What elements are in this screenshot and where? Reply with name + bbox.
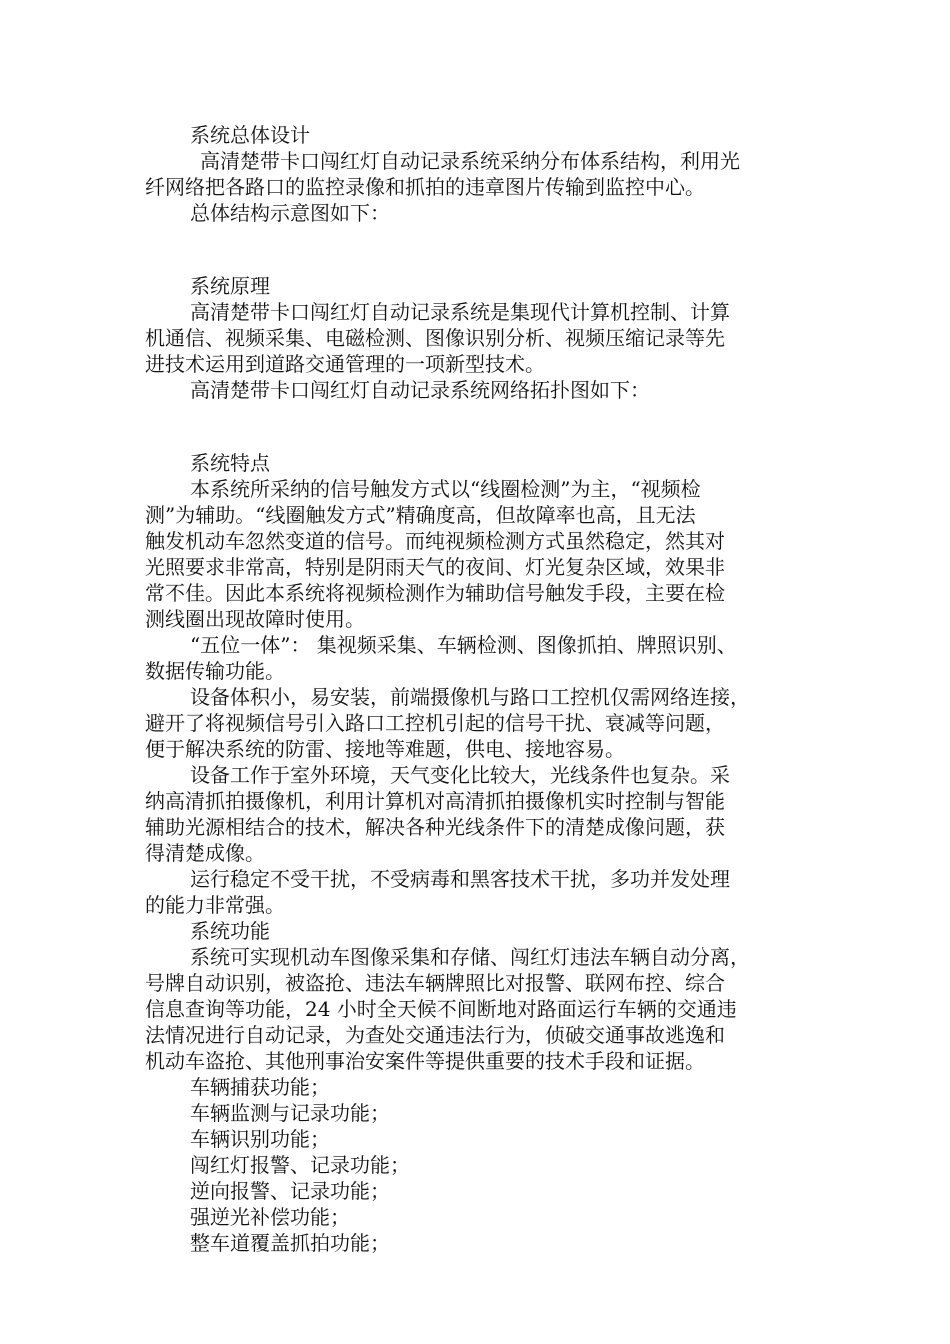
paragraph-line: 机动车盗抢、其他刑事治安案件等提供重要的技术手段和证据。: [145, 1049, 705, 1073]
paragraph-line: 设备体积小，易安装，前端摄像机与路口工控机仅需网络连接，: [190, 685, 750, 709]
section-heading-features: 系统特点: [190, 451, 270, 475]
paragraph-line: 便于解决系统的防雷、接地等难题，供电、接地容易。: [145, 737, 625, 761]
section-heading-functions: 系统功能: [190, 919, 270, 943]
paragraph-line: 数据传输功能。: [145, 659, 285, 683]
function-list-item: 逆向报警、记录功能；: [190, 1179, 390, 1203]
paragraph-line: 测”为辅助。“线圈触发方式”精确度高，但故障率也高，且无法: [145, 503, 696, 527]
diagram-caption: 总体结构示意图如下：: [190, 201, 390, 225]
function-list-item: 车辆监测与记录功能；: [190, 1101, 390, 1125]
paragraph-line: 测线圈出现故障时使用。: [145, 607, 365, 631]
paragraph-line: 进技术运用到道路交通管理的一项新型技术。: [145, 352, 545, 376]
topology-caption: 高清楚带卡口闯红灯自动记录系统网络拓扑图如下：: [190, 378, 650, 402]
function-list-item: 整车道覆盖抓拍功能；: [190, 1231, 390, 1255]
paragraph-line: 光照要求非常高，特别是阴雨天气的夜间、灯光复杂区域，效果非: [145, 555, 725, 579]
paragraph-line: 辅助光源相结合的技术，解决各种光线条件下的清楚成像问题，获: [145, 815, 725, 839]
paragraph-line: 的能力非常强。: [145, 893, 285, 917]
paragraph-line: 得清楚成像。: [145, 841, 265, 865]
paragraph-line: 常不佳。因此本系统将视频检测作为辅助信号触发手段，主要在检: [145, 581, 725, 605]
section-heading-principle: 系统原理: [190, 274, 270, 298]
paragraph-line: 本系统所采纳的信号触发方式以“线圈检测”为主，“视频检: [190, 477, 701, 501]
paragraph-line: 机通信、视频采集、电磁检测、图像识别分析、视频压缩记录等先: [145, 326, 725, 350]
paragraph-line: 避开了将视频信号引入路口工控机引起的信号干扰、衰减等问题，: [145, 711, 725, 735]
paragraph-line: 法情况进行自动记录，为查处交通违法行为，侦破交通事故逃逸和: [145, 1023, 725, 1047]
paragraph-line: 高清楚带卡口闯红灯自动记录系统是集现代计算机控制、计算: [190, 300, 730, 324]
function-list-item: 闯红灯报警、记录功能；: [190, 1153, 410, 1177]
function-list-item: 强逆光补偿功能；: [190, 1205, 350, 1229]
paragraph-line: 纤网络把各路口的监控录像和抓拍的违章图片传输到监控中心。: [145, 175, 705, 199]
paragraph-line: 系统可实现机动车图像采集和存储、闯红灯违法车辆自动分离，: [190, 945, 750, 969]
paragraph-line: “五位一体”： 集视频采集、车辆检测、图像抓拍、牌照识别、: [190, 633, 737, 657]
function-list-item: 车辆捕获功能；: [190, 1075, 330, 1099]
paragraph-line: 运行稳定不受干扰，不受病毒和黑客技术干扰，多功并发处理: [190, 867, 730, 891]
function-list-item: 车辆识别功能；: [190, 1127, 330, 1151]
paragraph-line: 号牌自动识别，被盗抢、违法车辆牌照比对报警、联网布控、综合: [145, 971, 725, 995]
paragraph-line: 高清楚带卡口闯红灯自动记录系统采纳分布体系结构，利用光: [200, 149, 740, 173]
section-heading-design: 系统总体设计: [190, 123, 310, 147]
paragraph-line: 触发机动车忽然变道的信号。而纯视频检测方式虽然稳定，然其对: [145, 529, 725, 553]
paragraph-line: 纳高清抓拍摄像机，利用计算机对高清抓拍摄像机实时控制与智能: [145, 789, 725, 813]
paragraph-line: 信息查询等功能，24 小时全天候不间断地对路面运行车辆的交通违: [145, 997, 737, 1021]
paragraph-line: 设备工作于室外环境，天气变化比较大，光线条件也复杂。采: [190, 763, 730, 787]
